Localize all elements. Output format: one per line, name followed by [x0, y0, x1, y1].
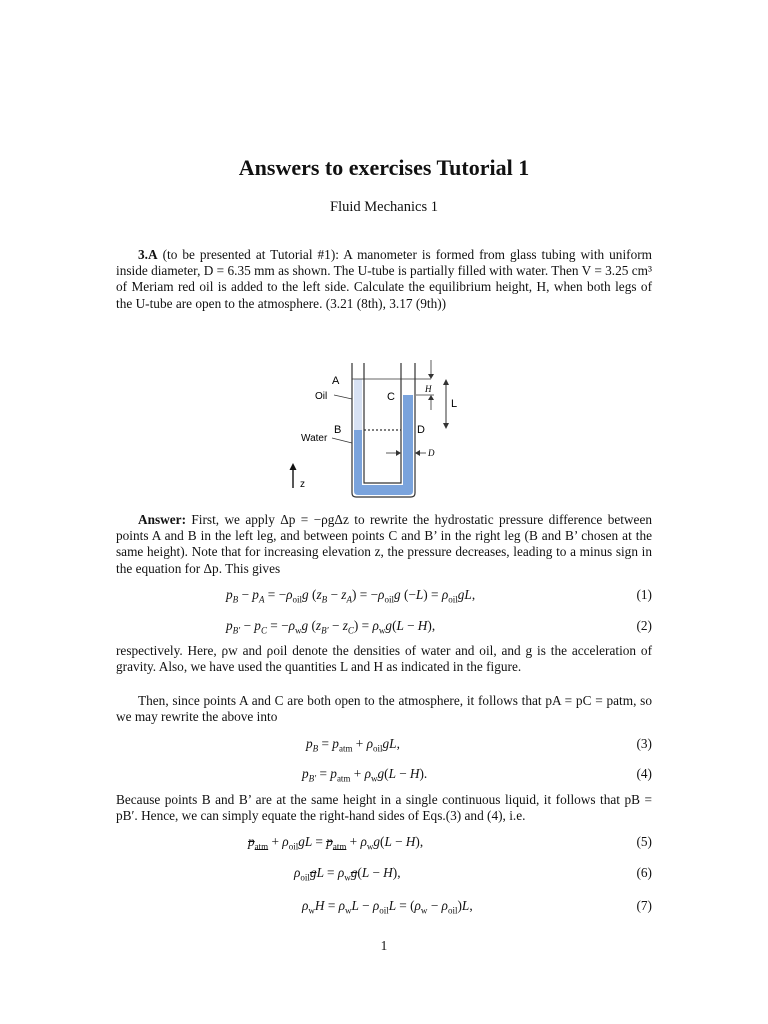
equation-2-number: (2) — [636, 618, 652, 633]
manometer-diagram — [286, 355, 492, 501]
equation-7-number: (7) — [636, 898, 652, 913]
answer-paragraph-2: respectively. Here, ρw and ρoil denote the densities of water and oil, and g is the acceleration of gravity. Also, we have used the quantities L and H as indicated in the figure. — [116, 643, 652, 675]
equation-5-number: (5) — [636, 834, 652, 849]
answer-label: Answer: — [138, 512, 187, 527]
page-number: 1 — [380, 938, 388, 953]
manometer-figure — [286, 355, 492, 501]
diameter-label: D — [428, 448, 435, 458]
exercise-text: (to be presented at Tutorial #1): A manometer is formed from glass tubing with uniform inside diameter, D = 6.35 mm as shown. The U-tube is partially filled with water. Then V = 3.25 cm³ of Meriam red oil is added to the left side. Calculate the equilibrium height, H, when both legs of the U-tube are open to the atmosphere. (3.21 (8th), 3.17 (9th)) — [116, 247, 652, 311]
equation-2: $p_{B'} - p_C = -\rho_wg$ $(z_{B'} - z_C) = \rho_wg(L - H)$, (2) — [226, 618, 652, 636]
answer-paragraph-3: Then, since points A and C are both open to the atmosphere, it follows that pA = pC = patm, so we may rewrite the above into — [116, 693, 652, 725]
h-dimension-label: H — [425, 384, 432, 394]
document-subtitle: Fluid Mechanics 1 — [330, 199, 438, 215]
answer-text-1: First, we apply Δp = −ρgΔz to rewrite the hydrostatic pressure difference between points A and B in the left leg, and between points C and B’ in the right leg (B and B’ chosen at the same height). Note that for increasing elevation z, the pressure decreases, leading to a minus sign in the equation for Δp. This gives — [116, 512, 652, 576]
equation-5: $p_{atm} + \rho_{oil}gL = p_{atm} + \rho_wg(L - H)$, (5) — [248, 834, 652, 852]
document-title: Answers to exercises Tutorial 1 — [238, 155, 530, 180]
water-region — [354, 395, 413, 495]
exercise-paragraph — [116, 247, 652, 312]
z-axis-label: z — [300, 479, 305, 490]
point-b-label: B — [334, 424, 342, 436]
equation-1-number: (1) — [636, 587, 652, 602]
equation-1: $p_B - p_A = -\rho_{oil}g$ $(z_B - z_A) = -\rho_{oil}g$ $(-L) = \rho_{oil}gL$, (1) — [226, 587, 652, 605]
equation-6: $\rho_{oil}gL = \rho_wg(L - H)$, (6) — [294, 865, 652, 883]
equation-4: $p_{B'} = p_{atm} + \rho_wg(L - H)$. (4) — [302, 766, 652, 784]
oil-label: Oil — [315, 391, 328, 402]
l-dimension-label: L — [451, 398, 458, 410]
water-label: Water — [301, 433, 328, 444]
equation-7: $\rho_wH = \rho_wL - \rho_{oil}L = (\rho_w - \rho_{oil})L$, (7) — [302, 898, 652, 916]
exercise-label: 3.A — [138, 247, 158, 262]
equation-4-number: (4) — [636, 766, 652, 781]
equation-3: $p_B = p_{atm} + \rho_{oil}gL$, (3) — [306, 736, 652, 754]
answer-paragraph-4: Because points B and B’ are at the same height in a single continuous liquid, it follows that pB = pB′. Hence, we can simply equate the right-hand sides of Eqs.(3) and (4), i.e. — [116, 792, 652, 824]
point-d-label: D — [417, 424, 425, 436]
equation-6-number: (6) — [636, 865, 652, 880]
point-c-label: C — [387, 391, 395, 403]
point-a-label: A — [332, 375, 340, 387]
oil-region — [354, 379, 362, 430]
answer-paragraph — [116, 512, 652, 577]
equation-3-number: (3) — [636, 736, 652, 751]
